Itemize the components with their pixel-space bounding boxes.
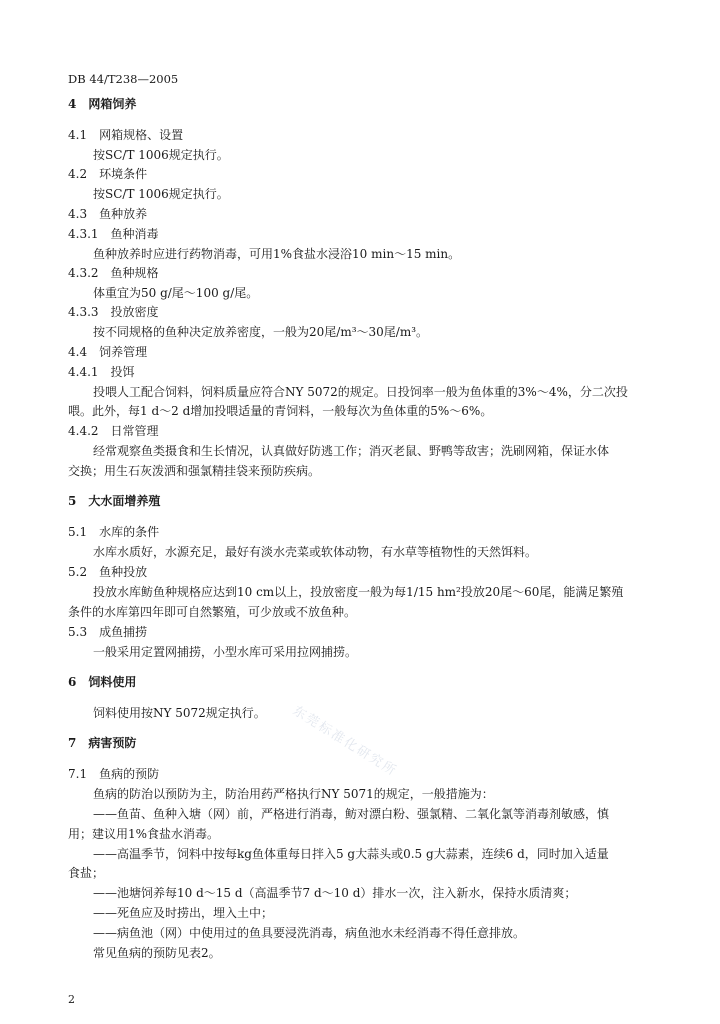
clause-4-1-heading: 4.1 网箱规格、设置	[68, 128, 184, 142]
clause-5-1-heading: 5.1 水库的条件	[68, 525, 160, 539]
section-4-heading: 4 网箱饲养	[68, 97, 137, 111]
paragraph: 鱼种放养时应进行药物消毒，可用1%食盐水浸浴10 min～15 min。	[93, 247, 461, 261]
clause-4-3-3-heading: 4.3.3 投放密度	[68, 305, 159, 319]
clause-4-4-heading: 4.4 饲养管理	[68, 345, 148, 359]
paragraph: 投喂人工配合饲料，饲料质量应符合NY 5072的规定。日投饲率一般为鱼体重的3%～4%，分二次投	[93, 385, 628, 399]
list-item: ——死鱼应及时捞出，埋入土中；	[93, 906, 274, 920]
paragraph: 一般采用定置网捕捞，小型水库可采用拉网捕捞。	[93, 645, 358, 659]
clause-5-2-heading: 5.2 鱼种投放	[68, 565, 148, 579]
clause-4-2-heading: 4.2 环境条件	[68, 167, 148, 181]
paragraph-continuation: 条件的水库第四年即可自然繁殖，可少放或不放鱼种。	[68, 605, 357, 619]
watermark: 东莞标准化研究所	[289, 703, 400, 780]
section-7-heading: 7 病害预防	[68, 736, 137, 750]
paragraph-continuation: 交换；用生石灰泼洒和强氯精挂袋来预防疾病。	[68, 464, 321, 478]
paragraph: 按不同规格的鱼种决定放养密度，一般为20尾/m³～30尾/m³。	[93, 325, 429, 339]
paragraph: 水库水质好，水源充足，最好有淡水壳菜或软体动物，有水草等植物性的天然饵料。	[93, 545, 538, 559]
paragraph: 经常观察鱼类摄食和生长情况，认真做好防逃工作；消灭老鼠、野鸭等敌害；洗刷网箱，保证水体	[93, 444, 610, 458]
page-number: 2	[68, 993, 75, 1006]
list-item: ——鱼苗、鱼种入塘（网）前，严格进行消毒，鲂对漂白粉、强氯精、二氧化氯等消毒剂敏感，慎	[93, 807, 610, 821]
section-5-heading: 5 大水面增养殖	[68, 494, 161, 508]
paragraph: 常见鱼病的预防见表2。	[93, 946, 221, 960]
clause-4-3-2-heading: 4.3.2 鱼种规格	[68, 266, 159, 280]
list-item-continuation: 用；建议用1%食盐水消毒。	[68, 827, 220, 841]
paragraph: 鱼病的防治以预防为主，防治用药严格执行NY 5071的规定，一般措施为：	[93, 787, 494, 801]
list-item: ——高温季节，饲料中按每kg鱼体重每日拌入5 g大蒜头或0.5 g大蒜素，连续6 d，同时加入适量	[93, 847, 609, 861]
clause-4-4-1-heading: 4.4.1 投饵	[68, 365, 135, 379]
clause-5-3-heading: 5.3 成鱼捕捞	[68, 625, 148, 639]
clause-4-4-2-heading: 4.4.2 日常管理	[68, 424, 159, 438]
paragraph: 饲料使用按NY 5072规定执行。	[93, 706, 266, 720]
paragraph: 体重宜为50 g/尾～100 g/尾。	[93, 286, 259, 300]
section-6-heading: 6 饲料使用	[68, 675, 137, 689]
list-item-continuation: 食盐；	[68, 866, 105, 880]
list-item: ——池塘饲养每10 d～15 d（高温季节7 d～10 d）排水一次，注入新水，保持水质清爽；	[93, 886, 577, 900]
paragraph-continuation: 喂。此外，每1 d～2 d增加投喂适量的青饲料，一般每次为鱼体重的5%～6%。	[68, 404, 493, 418]
list-item: ——病鱼池（网）中使用过的鱼具要浸洗消毒，病鱼池水未经消毒不得任意排放。	[93, 926, 526, 940]
clause-4-3-1-heading: 4.3.1 鱼种消毒	[68, 227, 159, 241]
paragraph: 投放水库鲂鱼种规格应达到10 cm以上，投放密度一般为每1/15 hm²投放20尾～60尾，能满足繁殖	[93, 585, 624, 599]
document-header: DB 44/T238—2005	[68, 72, 179, 86]
paragraph: 按SC/T 1006规定执行。	[93, 187, 229, 201]
paragraph: 按SC/T 1006规定执行。	[93, 148, 229, 162]
clause-7-1-heading: 7.1 鱼病的预防	[68, 767, 160, 781]
clause-4-3-heading: 4.3 鱼种放养	[68, 207, 148, 221]
